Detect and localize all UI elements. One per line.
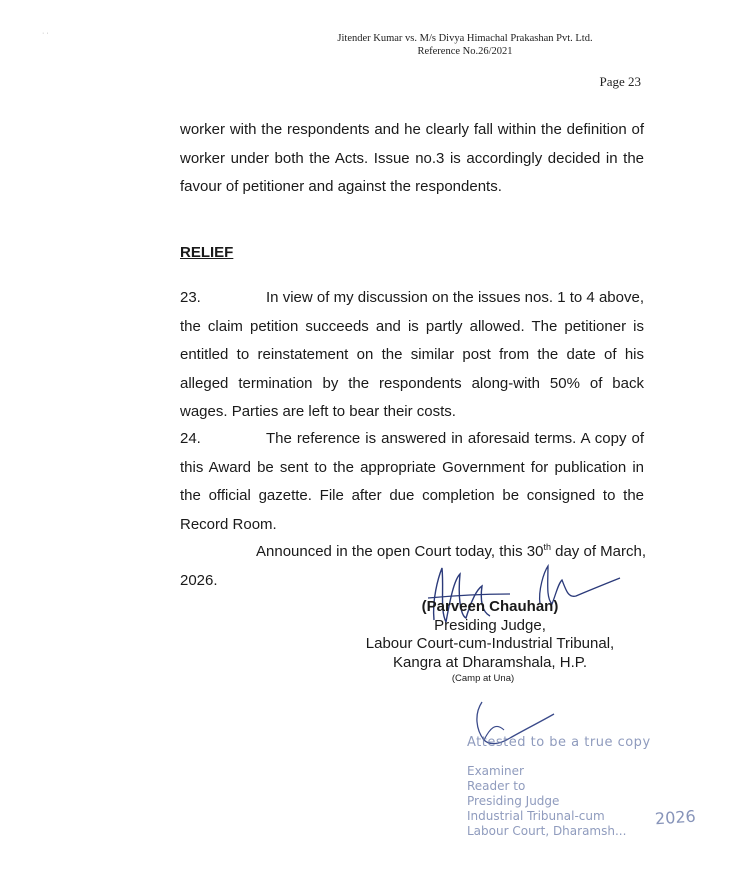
stamp-date: 2026: [654, 806, 697, 829]
judge-name: (Parveen Chauhan): [421, 598, 559, 615]
stamp-tribunal-line: Industrial Tribunal-cum: [467, 809, 605, 823]
paragraph-24-number: 24.: [180, 430, 201, 447]
announcement-text: Announced in the open Court today, this 30: [256, 543, 544, 560]
reference-number: Reference No.26/2021: [417, 46, 513, 57]
stamp-court-line: Labour Court, Dharamsh...: [467, 824, 627, 838]
paragraph-23-number: 23.: [180, 289, 201, 306]
paragraph-23: [180, 284, 644, 427]
case-header: [300, 32, 630, 58]
judge-designation: Presiding Judge,: [434, 616, 546, 634]
paragraph-24-text: The reference is answered in aforesaid terms. A copy of this Award be sent to the appropriate Government for publication in the official gazette. File after due completion be consigned to the Record Room.: [180, 430, 644, 533]
camp-note: (Camp at Una): [451, 673, 515, 684]
scan-mark: · ·: [42, 30, 49, 37]
paragraph-24: [180, 425, 644, 539]
page-number: Page 23: [599, 74, 641, 89]
court-place: Kangra at Dharamshala, H.P.: [393, 653, 587, 671]
signature-block: [340, 598, 640, 686]
announcement-ordinal: th: [543, 542, 551, 552]
paragraph-23-text: In view of my discussion on the issues nos. 1 to 4 above, the claim petition succeeds and is partly allowed. The petitioner is entitled to reinstatement on the similar post from the date of his alleged termination by the respondents along-with 50% of back wages. Parties are left to bear their costs.: [180, 289, 644, 420]
case-title: Jitender Kumar vs. M/s Divya Himachal Prakashan Pvt. Ltd.: [337, 33, 593, 44]
announcement-date: day of March, 2026.: [180, 543, 646, 589]
court-name: Labour Court-cum-Industrial Tribunal,: [365, 635, 615, 652]
stamp-judge-line: Presiding Judge: [467, 794, 560, 808]
continuation-paragraph: worker with the respondents and he clearly fall within the definition of worker under both the Acts. Issue no.3 is accordingly decided in the favour of petitioner and against the respondents.: [180, 121, 644, 195]
stamp-examiner-line: Examiner: [467, 764, 524, 778]
stamp-attested-line: Attested to be a true copy: [467, 735, 651, 750]
stamp-reader-line: Reader to: [467, 779, 526, 793]
relief-heading: RELIEF: [180, 244, 234, 261]
